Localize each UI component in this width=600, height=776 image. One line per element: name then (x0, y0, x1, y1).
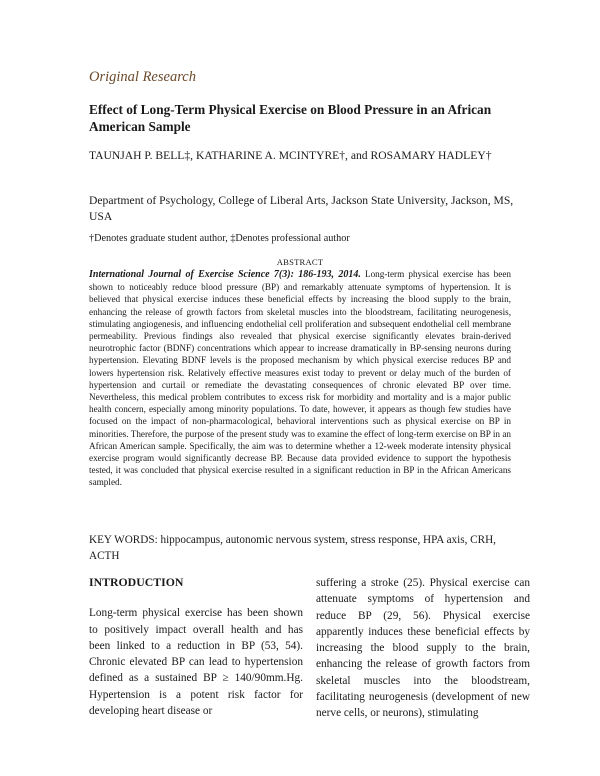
keywords: KEY WORDS: hippocampus, autonomic nervous system, stress response, HPA axis, CRH, ACTH (89, 534, 496, 562)
article-title: Effect of Long-Term Physical Exercise on Blood Pressure in an African American Sample (89, 102, 492, 134)
right-column (316, 575, 530, 722)
author-list: TAUNJAH P. BELL‡, KATHARINE A. MCINTYRE†, and ROSAMARY HADLEY† (89, 149, 492, 162)
intro-paragraph-left: Long-term physical exercise has been shown to positively impact overall health and has been linked to a reduction in BP (53, 54). Chronic elevated BP can lead to hypertension defined as a sustained BP ≥ 140/90mm.Hg. Hypertension is a potent risk factor for developing heart disease or (89, 607, 303, 718)
intro-paragraph-right: suffering a stroke (25). Physical exercise can attenuate symptoms of hypertension and reduce BP (29, 56). Physical exercise apparently induces these beneficial effects by increasing the blood supply to the brain, enhancing the release of growth factors from skeletal muscles into the bloodstream, facilitating neurogenesis (development of new nerve cells, or neurons), stimulating (316, 577, 530, 720)
abstract-body (89, 268, 511, 489)
abstract-text: Long-term physical exercise has been shown to noticeably reduce blood pressure (BP) and remarkably attenuate symptoms of hypertension. It is believed that physical exercise induces these beneficial effects by increasing the blood supply to the brain, enhancing the release of growth factors from skeletal muscles into the bloodstream, facilitating neurogenesis, stimulating angiogenesis, and influencing endothelial cell proliferation and subsequent endothelial cell membrane permeability. Previous findings also revealed that physical exercise significantly elevates brain-derived neurotrophic factor (BDNF) concentrations which appear to increase dramatically in BP-sensing neurons during hypertension. Elevating BDNF levels is the proposed mechanism by which physical exercise reduces BP and lowers hypertension risk. Relatively effective measures exist today to prevent or delay much of the burden of hypertension and curtail or remediate the devastating consequences of chronic elevated BP over time. Nevertheless, this medical problem contributes to excess risk for morbidity and mortality and is a major public health concern, especially among minority populations. To date, however, it appears as though few studies have focused on the impact of non-pharmacological, behavioral interventions such as physical exercise on BP in minorities. Therefore, the purpose of the present study was to examine the effect of long-term exercise on BP in an African American sample. Specifically, the aim was to determine whether a 12-week moderate intensity physical exercise program would significantly decrease BP. Because data provided evidence to support the hypothesis tested, it was concluded that physical exercise resulted in a significant reduction in BP in the African Americans sampled. (89, 269, 511, 488)
journal-citation: International Journal of Exercise Science 7(3): 186-193, 2014. (89, 269, 361, 280)
author-footnote: †Denotes graduate student author, ‡Denotes professional author (89, 233, 350, 244)
abstract-heading: ABSTRACT (276, 257, 324, 267)
left-column (89, 574, 303, 719)
introduction-heading: INTRODUCTION (89, 575, 184, 589)
section-label: Original Research (89, 69, 196, 85)
affiliation: Department of Psychology, College of Liberal Arts, Jackson State University, Jackson, MS, USA (89, 194, 514, 223)
